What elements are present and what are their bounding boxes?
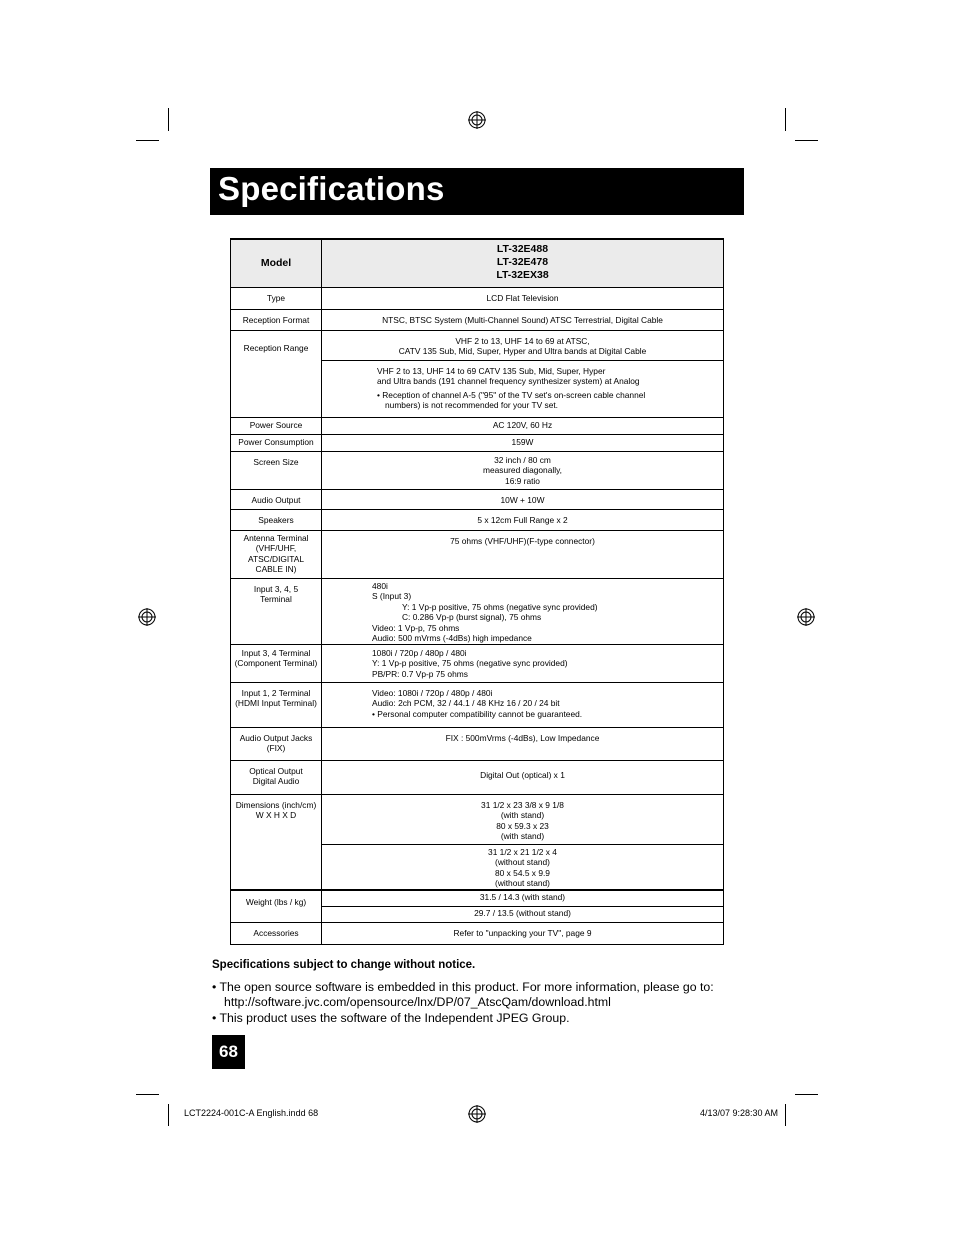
crop-mark: [168, 1104, 169, 1126]
row-label: Weight (lbs / kg): [231, 890, 322, 922]
crop-mark: [136, 140, 159, 141]
value-line: (with stand): [500, 810, 545, 820]
value-line: C: 0.286 Vp-p (burst signal), 75 ohms: [402, 612, 542, 622]
row-label: [231, 760, 322, 794]
row-value: 29.7 / 13.5 (without stand): [322, 906, 724, 922]
row-label: Power Consumption: [231, 434, 322, 451]
crop-mark: [785, 1104, 786, 1126]
value-line: measured diagonally,: [483, 465, 562, 475]
label-line: Input 1, 2 Terminal: [241, 687, 311, 698]
row-value: NTSC, BTSC System (Multi-Channel Sound) ATSC Terrestrial, Digital Cable: [322, 309, 724, 330]
page-title: Specifications: [218, 170, 445, 207]
row-label: Reception Format: [231, 309, 322, 330]
row-value: 31.5 / 14.3 (with stand): [322, 890, 724, 906]
table-row: [231, 530, 724, 578]
row-label: [231, 530, 322, 578]
row-value: AC 120V, 60 Hz: [322, 417, 724, 434]
value-line: and Ultra bands (191 channel frequency synthesizer system) at Analog: [377, 376, 640, 386]
row-label: [231, 682, 322, 727]
footer-timestamp: 4/13/07 9:28:30 AM: [699, 1108, 778, 1118]
registration-mark-icon: [468, 111, 486, 129]
row-value: Refer to "unpacking your TV", page 9: [322, 922, 724, 944]
row-value: LCD Flat Television: [322, 287, 724, 309]
label-line: (FIX): [266, 743, 286, 753]
value-line: VHF 2 to 13, UHF 14 to 69 CATV 135 Sub, Mid, Super, Hyper: [377, 365, 606, 376]
value-line: 80 x 59.3 x 23: [496, 820, 549, 831]
model-name: LT-32E478: [496, 256, 549, 268]
value-line: Video: 1 Vp-p, 75 ohms: [372, 622, 460, 633]
table-row: [231, 578, 724, 644]
row-value: 5 x 12cm Full Range x 2: [322, 509, 724, 530]
label-line: Terminal: [260, 594, 292, 604]
title-banner: [210, 168, 744, 215]
value-line: Y: 1 Vp-p positive, 75 ohms (negative sync provided): [372, 658, 568, 668]
registration-mark-icon: [138, 608, 156, 626]
crop-mark: [785, 108, 786, 131]
row-label: [231, 578, 322, 644]
value-line: 480i: [372, 580, 388, 591]
table-row: [231, 682, 724, 727]
row-value: 10W + 10W: [322, 489, 724, 509]
crop-mark: [136, 1094, 159, 1095]
value-line: PB/PR: 0.7 Vp-p 75 ohms: [372, 668, 468, 679]
value-line: • Personal computer compatibility cannot be guaranteed.: [372, 708, 583, 719]
value-line: S (Input 3): [372, 591, 412, 601]
value-line: Y: 1 Vp-p positive, 75 ohms (negative sync provided): [402, 601, 598, 612]
row-value: [322, 578, 724, 644]
registration-mark-icon: [468, 1105, 486, 1123]
row-value: [322, 451, 724, 489]
label-line: Input 3, 4, 5: [253, 583, 299, 594]
label-line: Input 3, 4 Terminal: [241, 647, 311, 658]
registration-mark-icon: [797, 608, 815, 626]
label-line: W X H X D: [255, 810, 297, 820]
crop-mark: [795, 140, 818, 141]
footer-file: LCT2224-001C-A English.indd 68: [184, 1108, 319, 1118]
label-line: ATSC/DIGITAL: [248, 553, 304, 564]
model-header: Model: [231, 239, 322, 287]
row-label: [231, 794, 322, 890]
row-value: [322, 682, 724, 727]
row-value: [322, 794, 724, 844]
row-value: [322, 644, 724, 682]
row-value: Digital Out (optical) x 1: [322, 760, 724, 794]
table-row: [231, 489, 724, 509]
value-line: (without stand): [495, 857, 550, 867]
table-row: [231, 922, 724, 944]
page-number: 68: [212, 1035, 245, 1069]
crop-mark: [795, 1094, 818, 1095]
label-line: (VHF/UHF,: [255, 543, 297, 553]
row-label: Accessories: [231, 922, 322, 944]
value-line: VHF 2 to 13, UHF 14 to 69 at ATSC,: [455, 335, 590, 346]
table-row: [231, 760, 724, 794]
table-row: [231, 644, 724, 682]
table-row: [231, 794, 724, 844]
table-row: [231, 417, 724, 434]
label-line: Optical Output: [249, 765, 303, 776]
value-line: (with stand): [500, 831, 545, 841]
value-line: 31 1/2 x 21 1/2 x 4: [488, 846, 557, 857]
label-line: Dimensions (inch/cm): [235, 799, 317, 810]
row-label: [231, 644, 322, 682]
crop-mark: [168, 108, 169, 131]
value-line: 32 inch / 80 cm: [494, 454, 551, 465]
label-line: Digital Audio: [252, 776, 300, 786]
row-label: Reception Range: [231, 330, 322, 417]
table-row: [231, 509, 724, 530]
row-label: [231, 727, 322, 760]
value-line: Audio: 2ch PCM, 32 / 44.1 / 48 KHz 16 / 20 / 24 bit: [372, 698, 560, 708]
table-row: [231, 451, 724, 489]
table-row: [231, 727, 724, 760]
value-line: Audio: 500 mVrms (-4dBs) high impedance: [372, 633, 532, 643]
model-list: [322, 239, 724, 287]
row-label: Screen Size: [231, 451, 322, 489]
row-value: 75 ohms (VHF/UHF)(F-type connector): [322, 530, 724, 578]
row-label: Audio Output: [231, 489, 322, 509]
notes-list: [212, 980, 752, 1026]
change-notice: Specifications subject to change without notice.: [212, 959, 476, 971]
row-label: Type: [231, 287, 322, 309]
table-row: [231, 239, 724, 287]
value-line: (without stand): [495, 878, 550, 888]
table-row: [231, 287, 724, 309]
row-label: Speakers: [231, 509, 322, 530]
value-line: Video: 1080i / 720p / 480p / 480i: [372, 687, 493, 698]
label-line: (HDMI Input Terminal): [235, 698, 317, 708]
model-name: LT-32E488: [496, 243, 549, 255]
specifications-table: [230, 238, 724, 945]
label-line: CABLE IN): [255, 564, 297, 574]
value-line: 16:9 ratio: [505, 475, 540, 486]
value-line: 80 x 54.5 x 9.9: [495, 867, 550, 878]
value-line: 31 1/2 x 23 3/8 x 9 1/8: [481, 799, 564, 810]
row-value: [322, 360, 724, 417]
row-value: [322, 844, 724, 890]
list-item: • The open source software is embedded in this product. For more information, please go to: http://software.jvc.com/opensource/lnx/DP/07_AtscQam/download.html: [212, 980, 714, 1010]
label-line: Antenna Terminal: [243, 532, 309, 543]
row-value: 159W: [322, 434, 724, 451]
row-label: Power Source: [231, 417, 322, 434]
table-row: [231, 309, 724, 330]
row-value: FIX : 500mVrms (-4dBs), Low Impedance: [322, 727, 724, 760]
table-row: [231, 330, 724, 360]
list-item: • This product uses the software of the Independent JPEG Group.: [212, 1010, 570, 1025]
row-value: [322, 330, 724, 360]
label-line: (Component Terminal): [234, 658, 318, 668]
model-name: LT-32EX38: [496, 269, 549, 281]
label-line: Audio Output Jacks: [239, 732, 313, 743]
value-note: • Reception of channel A-5 ("95" of the TV set's on-screen cable channel numbers) is not recommended for your TV set.: [377, 389, 646, 410]
table-row: [231, 890, 724, 906]
value-line: 1080i / 720p / 480p / 480i: [372, 647, 467, 658]
table-row: [231, 434, 724, 451]
value-line: CATV 135 Sub, Mid, Super, Hyper and Ultra bands at Digital Cable: [398, 346, 647, 356]
